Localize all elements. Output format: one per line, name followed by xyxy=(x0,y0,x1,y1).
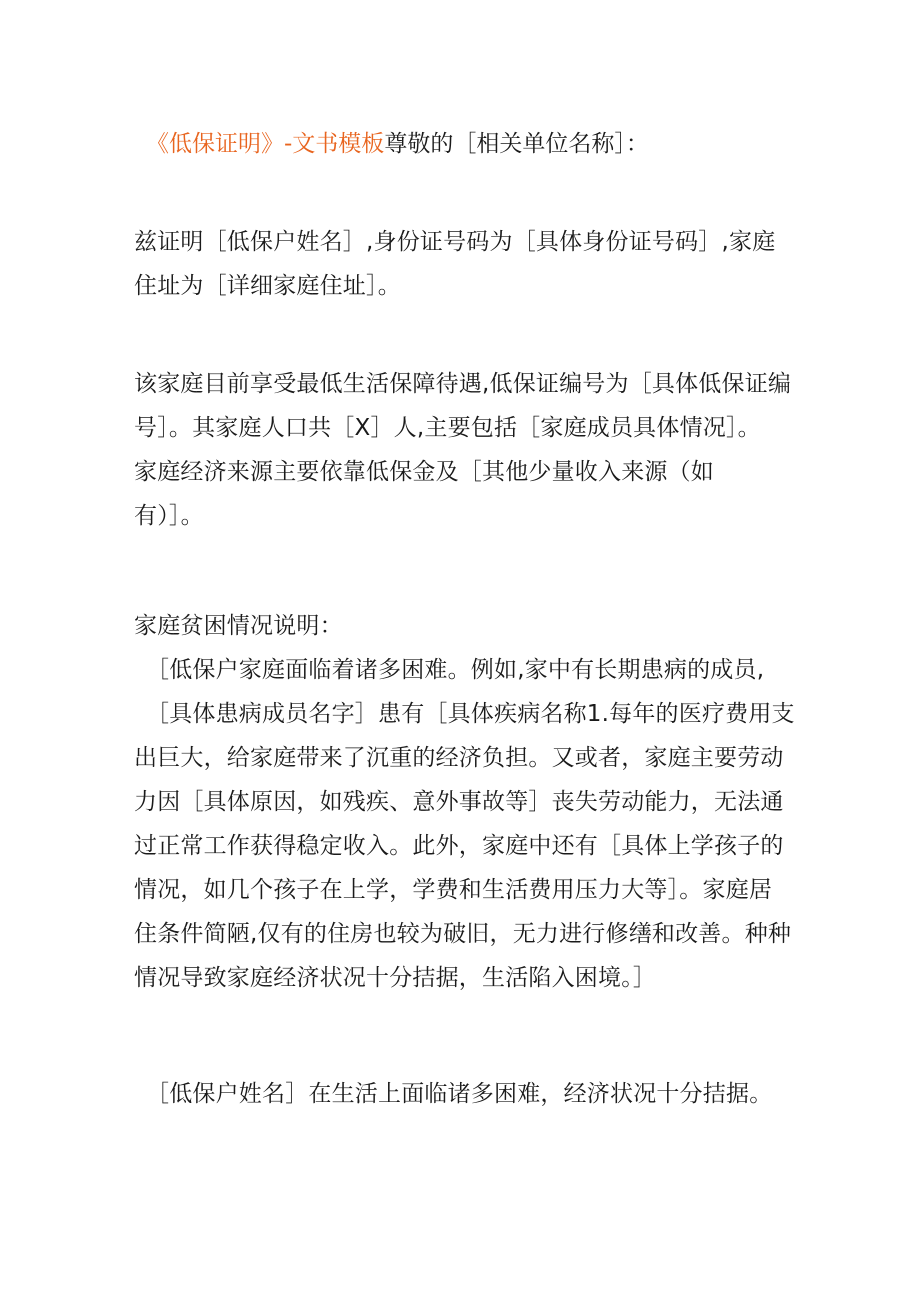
paragraph-line: ［具体患病成员名字］患有［具体疾病名称1.每年的医疗费用支 xyxy=(146,701,795,727)
paragraph-line: ［低保户姓名］在生活上面临诸多困难，经济状况十分拮据。 xyxy=(146,1081,773,1107)
paragraph-line: ［低保户家庭面临着诸多困难。例如,家中有长期患病的成员, xyxy=(146,657,765,683)
document-title: 《低保证明》-文书模板 xyxy=(146,131,385,157)
paragraph-identity xyxy=(134,220,794,308)
paragraph-line: 住条件简陋,仅有的住房也较为破旧，无力进行修缮和改善。种种 xyxy=(134,921,792,947)
paragraph-line: 有）］。 xyxy=(134,503,204,529)
paragraph-line: 住址为［详细家庭住址］。 xyxy=(134,273,401,299)
paragraph-heading: 家庭贫困情况说明： xyxy=(134,613,343,639)
paragraph-poverty-description xyxy=(134,604,794,1000)
paragraph-line: 家庭经济来源主要依靠低保金及［其他少量收入来源（如 xyxy=(134,459,714,485)
paragraph-line: 该家庭目前享受最低生活保障待遇,低保证编号为［具体低保证编 xyxy=(134,371,792,397)
paragraph-line: 力因［具体原因，如残疾、意外事故等］丧失劳动能力，无法通 xyxy=(134,789,784,815)
paragraph-conclusion xyxy=(146,1072,806,1116)
paragraph-line: 过正常工作获得稳定收入。此外，家庭中还有［具体上学孩子的 xyxy=(134,833,784,859)
salutation: 尊敬的［相关单位名称］： xyxy=(384,131,649,157)
paragraph-line: 号］。其家庭人口共［X］人,主要包括［家庭成员具体情况］。 xyxy=(134,415,761,441)
document-title-line xyxy=(146,124,649,164)
paragraph-household xyxy=(134,362,794,538)
paragraph-line: 情况导致家庭经济状况十分拮据，生活陷入困境。］ xyxy=(134,965,657,991)
paragraph-line: 情况，如几个孩子在上学，学费和生活费用压力大等］。家庭居 xyxy=(134,877,773,903)
paragraph-line: 兹证明［低保户姓名］,身份证号码为［具体身份证号码］,家庭 xyxy=(134,229,776,255)
paragraph-line: 出巨大，给家庭带来了沉重的经济负担。又或者，家庭主要劳动 xyxy=(134,745,784,771)
